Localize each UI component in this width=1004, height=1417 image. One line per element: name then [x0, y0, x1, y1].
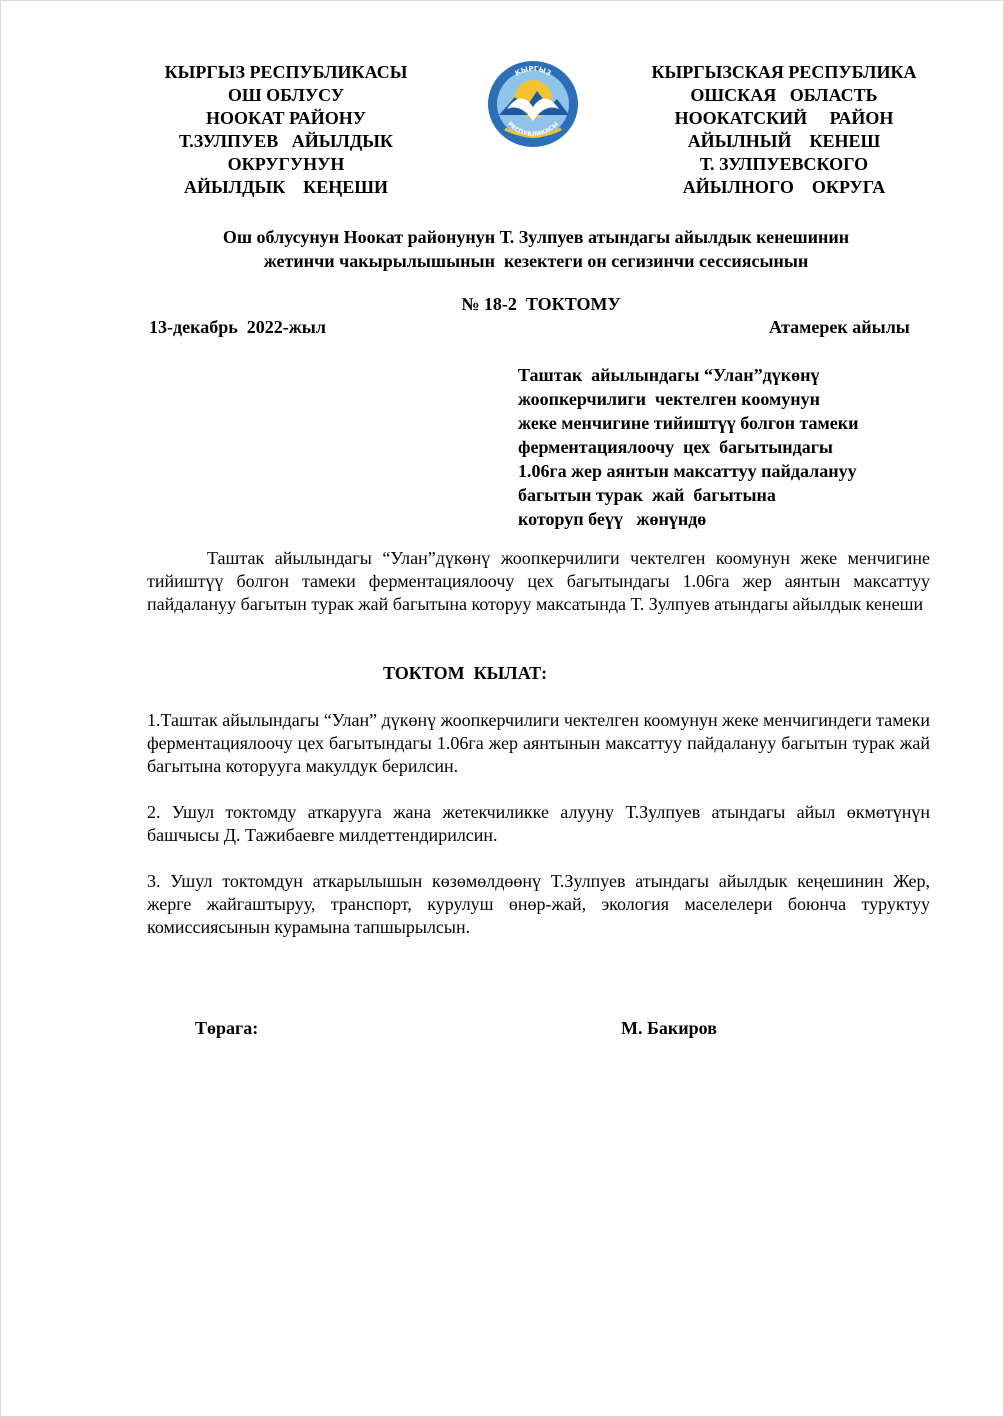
subject-line: 1.06га жер аянтын максаттуу пайдалануу [518, 461, 857, 481]
decree-place: Атамерек айылы [769, 317, 910, 337]
header-line: НООКАТ РАЙОНУ [206, 108, 366, 128]
signer-name: М. Бакиров [621, 1018, 717, 1038]
header-kyrgyz [141, 61, 431, 199]
header-russian [619, 61, 949, 199]
resolves-heading: ТОКТОМ КЫЛАТ: [383, 663, 548, 683]
subject-line: ферментациялоочу цех багытындагы [518, 437, 833, 457]
header-line: ОКРУГУНУН [227, 154, 345, 174]
header-line: АЙЫЛНОГО ОКРУГА [682, 177, 886, 197]
state-emblem-icon [485, 59, 581, 149]
header-line: АЙЫЛДЫК КЕҢЕШИ [183, 177, 389, 197]
subject-line: багытын турак жай багытына [518, 485, 776, 505]
session-line: жетинчи чакырылышынын кезектеги он сегизинчи сессиясынын [263, 251, 809, 271]
chair-label: Төрага: [195, 1018, 259, 1038]
header-line: ОШСКАЯ ОБЛАСТЬ [690, 85, 878, 105]
header-line: ОШ ОБЛУСУ [227, 85, 345, 105]
subject-line: Таштак айылындагы “Улан”дүкөнү [518, 365, 820, 385]
emblem-top-text: КЫРГЫЗ [513, 64, 553, 78]
session-line: Ош облусунун Ноокат районунун Т. Зулпуев атындагы айылдык кенешинин [222, 227, 850, 247]
header-line: АЙЫЛНЫЙ КЕНЕШ [687, 131, 881, 151]
point-3: 3. Ушул токтомдун аткарылышын көзөмөлдөөнү Т.Зулпуев атындагы айылдык кеңешинин Жер, жерге жайгаштыруу, транспорт, курулуш өнөр-жай, экология маселелери боюнча туруктуу комиссиясынын курамына тапшырылсын. [147, 871, 930, 937]
emblem-bottom-text: РЕСПУБЛИКАСЫ [506, 120, 560, 138]
point-2: 2. Ушул токтомду аткарууга жана жетекчиликке алууну Т.Зулпуев атындагы айыл өкмөтүнүн башчысы Д. Тажибаевге милдеттендирилсин. [147, 802, 930, 845]
decree-number: № 18-2 ТОКТОМУ [461, 294, 621, 314]
subject-line: жеке менчигине тийиштүү болгон тамеки [518, 413, 859, 433]
subject-line: которуп беүү жөнүндө [518, 509, 707, 529]
header-line: КЫРГЫЗ РЕСПУБЛИКАСЫ [164, 62, 408, 82]
header-line: Т.ЗУЛПУЕВ АЙЫЛДЫК [179, 131, 393, 151]
intro-paragraph: Таштак айылындагы “Улан”дүкөнү жоопкерчилиги чектелген коомунун жеке менчигине тийиштүү болгон тамеки ферментациялоочу цех багытындагы 1.06га жер аянтын максаттуу пайдалануу багытын турак жай багытына которуу максатында Т. Зулпуев атындагы айылдык кенеши [147, 548, 930, 614]
header-line: КЫРГЫЗСКАЯ РЕСПУБЛИКА [651, 62, 917, 82]
subject-line: жоопкерчилиги чектелген коомунун [518, 389, 821, 409]
header-line: Т. ЗУЛПУЕВСКОГО [699, 154, 869, 174]
decree-subject [518, 363, 938, 531]
point-1: 1.Таштак айылындагы “Улан” дүкөнү жоопкерчилиги чектелген коомунун жеке менчигиндеги тамеки ферментациялоочу цех багытындагы 1.06га жер аянтынын максаттуу пайдалануу багытын турак жай багытына которууга макулдук берилсин. [147, 710, 930, 776]
header-line: НООКАТСКИЙ РАЙОН [674, 108, 894, 128]
session-title [131, 225, 941, 273]
decree-date: 13-декабрь 2022-жыл [149, 317, 326, 337]
